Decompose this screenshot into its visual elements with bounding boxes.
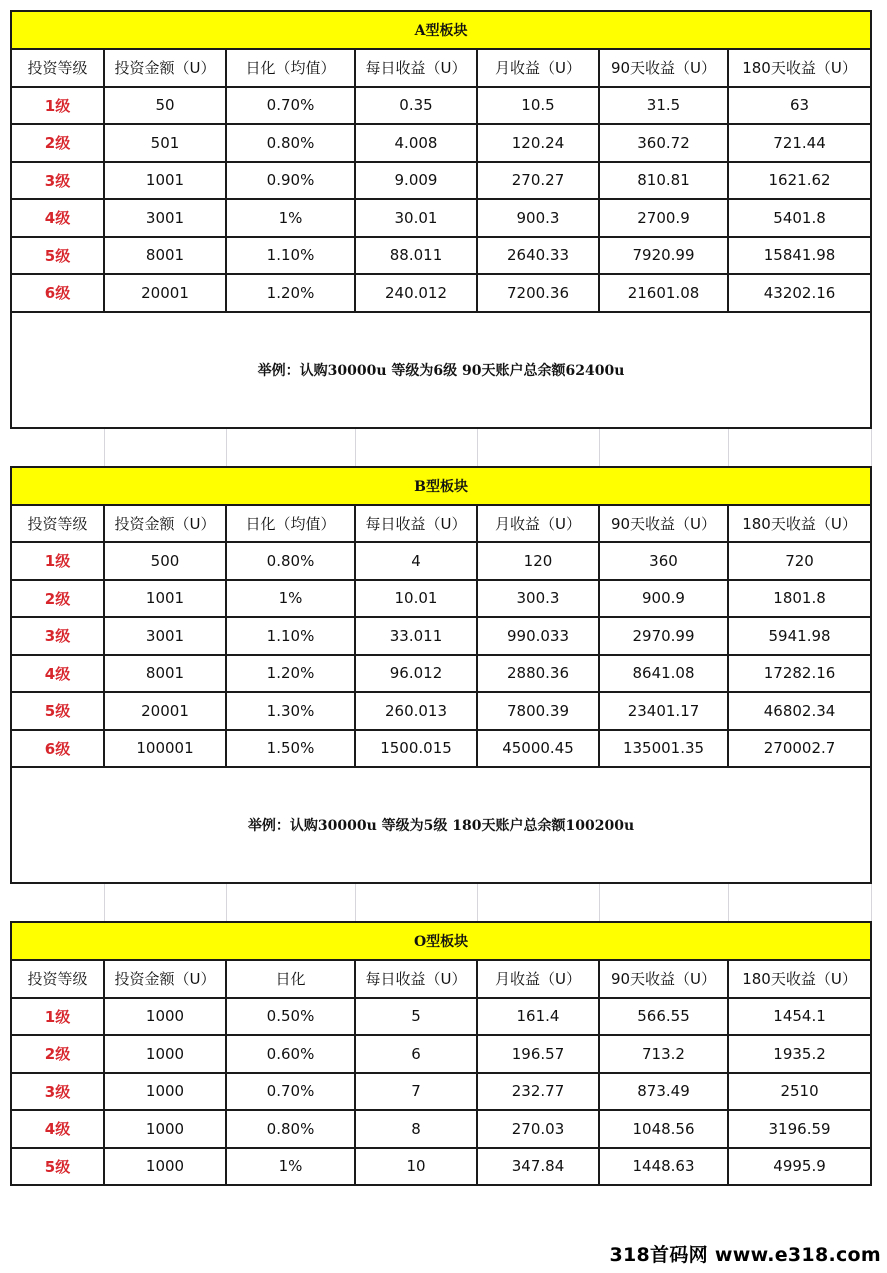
table-a-title: A型板块: [11, 11, 871, 49]
empty-cell: [599, 883, 728, 922]
rate-cell: 0.70%: [226, 1073, 355, 1111]
table-row: [11, 655, 871, 693]
level-cell: 2级: [11, 1035, 104, 1073]
empty-cell: [104, 883, 226, 922]
180day-cell: 63: [728, 87, 871, 125]
table-b-example-note: 举例：认购30000u 等级为5级 180天账户总余额100200u: [11, 767, 871, 883]
table-row: [11, 1035, 871, 1073]
table-row: [11, 692, 871, 730]
empty-cell: [599, 428, 728, 467]
daily-cell: 4: [355, 542, 477, 580]
daily-cell: 6: [355, 1035, 477, 1073]
table-b-title-row: [11, 467, 871, 505]
header-90day-income: 90天收益（U）: [599, 505, 728, 543]
table-row: [11, 237, 871, 275]
180day-cell: 721.44: [728, 124, 871, 162]
daily-cell: 260.013: [355, 692, 477, 730]
monthly-cell: 161.4: [477, 998, 599, 1036]
180day-cell: 1935.2: [728, 1035, 871, 1073]
rate-cell: 1.10%: [226, 237, 355, 275]
90day-cell: 2700.9: [599, 199, 728, 237]
daily-cell: 9.009: [355, 162, 477, 200]
monthly-cell: 300.3: [477, 580, 599, 618]
header-level: 投资等级: [11, 505, 104, 543]
empty-cell: [355, 883, 477, 922]
180day-cell: 5941.98: [728, 617, 871, 655]
level-cell: 1级: [11, 87, 104, 125]
header-90day-income: 90天收益（U）: [599, 49, 728, 87]
table-o-header-row: [11, 960, 871, 998]
90day-cell: 900.9: [599, 580, 728, 618]
table-row: [11, 1073, 871, 1111]
level-cell: 4级: [11, 655, 104, 693]
table-b-title: B型板块: [11, 467, 871, 505]
level-cell: 1级: [11, 998, 104, 1036]
amount-cell: 20001: [104, 274, 226, 312]
monthly-cell: 232.77: [477, 1073, 599, 1111]
rate-cell: 0.90%: [226, 162, 355, 200]
table-row: [11, 998, 871, 1036]
header-monthly-income: 月收益（U）: [477, 505, 599, 543]
level-cell: 2级: [11, 124, 104, 162]
level-cell: 4级: [11, 199, 104, 237]
level-cell: 6级: [11, 274, 104, 312]
level-cell: 5级: [11, 1148, 104, 1186]
rate-cell: 0.80%: [226, 1110, 355, 1148]
90day-cell: 566.55: [599, 998, 728, 1036]
monthly-cell: 990.033: [477, 617, 599, 655]
table-row: [11, 162, 871, 200]
rate-cell: 1.10%: [226, 617, 355, 655]
table-row: [11, 274, 871, 312]
empty-cell: [226, 883, 355, 922]
table-row: [11, 87, 871, 125]
table-o-title-row: [11, 922, 871, 960]
level-cell: 5级: [11, 692, 104, 730]
empty-cell: [728, 883, 871, 922]
daily-cell: 8: [355, 1110, 477, 1148]
180day-cell: 43202.16: [728, 274, 871, 312]
rate-cell: 1.30%: [226, 692, 355, 730]
daily-cell: 4.008: [355, 124, 477, 162]
daily-cell: 0.35: [355, 87, 477, 125]
table-o-title: O型板块: [11, 922, 871, 960]
amount-cell: 3001: [104, 199, 226, 237]
empty-cell: [11, 883, 104, 922]
180day-cell: 17282.16: [728, 655, 871, 693]
monthly-cell: 2880.36: [477, 655, 599, 693]
90day-cell: 713.2: [599, 1035, 728, 1073]
spacer-row: [11, 883, 871, 922]
table-row: [11, 199, 871, 237]
header-level: 投资等级: [11, 49, 104, 87]
monthly-cell: 10.5: [477, 87, 599, 125]
empty-cell: [11, 428, 104, 467]
90day-cell: 1048.56: [599, 1110, 728, 1148]
header-180day-income: 180天收益（U）: [728, 49, 871, 87]
90day-cell: 8641.08: [599, 655, 728, 693]
spacer-row: [11, 428, 871, 467]
header-monthly-income: 月收益（U）: [477, 49, 599, 87]
180day-cell: 1621.62: [728, 162, 871, 200]
monthly-cell: 7200.36: [477, 274, 599, 312]
rate-cell: 1%: [226, 580, 355, 618]
level-cell: 3级: [11, 617, 104, 655]
spreadsheet: [10, 10, 870, 1186]
daily-cell: 7: [355, 1073, 477, 1111]
rate-cell: 1%: [226, 199, 355, 237]
rate-cell: 1.50%: [226, 730, 355, 768]
amount-cell: 501: [104, 124, 226, 162]
header-daily-rate: 日化: [226, 960, 355, 998]
table-row: [11, 542, 871, 580]
amount-cell: 1001: [104, 580, 226, 618]
monthly-cell: 45000.45: [477, 730, 599, 768]
90day-cell: 7920.99: [599, 237, 728, 275]
180day-cell: 4995.9: [728, 1148, 871, 1186]
90day-cell: 810.81: [599, 162, 728, 200]
header-90day-income: 90天收益（U）: [599, 960, 728, 998]
monthly-cell: 270.03: [477, 1110, 599, 1148]
90day-cell: 31.5: [599, 87, 728, 125]
table-b-header-row: [11, 505, 871, 543]
table-a-note-row: [11, 312, 871, 428]
rate-cell: 0.70%: [226, 87, 355, 125]
daily-cell: 10.01: [355, 580, 477, 618]
header-level: 投资等级: [11, 960, 104, 998]
header-daily-rate: 日化（均值）: [226, 49, 355, 87]
level-cell: 2级: [11, 580, 104, 618]
empty-cell: [477, 428, 599, 467]
90day-cell: 21601.08: [599, 274, 728, 312]
daily-cell: 5: [355, 998, 477, 1036]
table-a-header-row: [11, 49, 871, 87]
header-monthly-income: 月收益（U）: [477, 960, 599, 998]
daily-cell: 1500.015: [355, 730, 477, 768]
90day-cell: 1448.63: [599, 1148, 728, 1186]
180day-cell: 270002.7: [728, 730, 871, 768]
monthly-cell: 2640.33: [477, 237, 599, 275]
180day-cell: 15841.98: [728, 237, 871, 275]
table-row: [11, 617, 871, 655]
empty-cell: [104, 428, 226, 467]
level-cell: 3级: [11, 162, 104, 200]
level-cell: 6级: [11, 730, 104, 768]
180day-cell: 46802.34: [728, 692, 871, 730]
monthly-cell: 347.84: [477, 1148, 599, 1186]
investment-table: [10, 10, 872, 1186]
rate-cell: 0.80%: [226, 542, 355, 580]
empty-cell: [355, 428, 477, 467]
header-amount: 投资金额（U）: [104, 49, 226, 87]
header-daily-income: 每日收益（U）: [355, 960, 477, 998]
180day-cell: 3196.59: [728, 1110, 871, 1148]
empty-cell: [226, 428, 355, 467]
level-cell: 4级: [11, 1110, 104, 1148]
90day-cell: 873.49: [599, 1073, 728, 1111]
level-cell: 5级: [11, 237, 104, 275]
180day-cell: 1801.8: [728, 580, 871, 618]
amount-cell: 1000: [104, 998, 226, 1036]
amount-cell: 8001: [104, 655, 226, 693]
daily-cell: 88.011: [355, 237, 477, 275]
180day-cell: 720: [728, 542, 871, 580]
table-row: [11, 1148, 871, 1186]
rate-cell: 1.20%: [226, 274, 355, 312]
90day-cell: 23401.17: [599, 692, 728, 730]
180day-cell: 2510: [728, 1073, 871, 1111]
rate-cell: 0.50%: [226, 998, 355, 1036]
amount-cell: 1001: [104, 162, 226, 200]
amount-cell: 1000: [104, 1035, 226, 1073]
header-daily-rate: 日化（均值）: [226, 505, 355, 543]
header-amount: 投资金额（U）: [104, 505, 226, 543]
watermark: 318首码网 www.e318.com: [609, 1244, 881, 1266]
rate-cell: 1%: [226, 1148, 355, 1186]
rate-cell: 0.80%: [226, 124, 355, 162]
amount-cell: 1000: [104, 1148, 226, 1186]
amount-cell: 8001: [104, 237, 226, 275]
monthly-cell: 120: [477, 542, 599, 580]
header-daily-income: 每日收益（U）: [355, 49, 477, 87]
rate-cell: 1.20%: [226, 655, 355, 693]
daily-cell: 96.012: [355, 655, 477, 693]
empty-cell: [728, 428, 871, 467]
monthly-cell: 120.24: [477, 124, 599, 162]
table-row: [11, 580, 871, 618]
amount-cell: 20001: [104, 692, 226, 730]
amount-cell: 100001: [104, 730, 226, 768]
amount-cell: 1000: [104, 1110, 226, 1148]
header-180day-income: 180天收益（U）: [728, 505, 871, 543]
amount-cell: 50: [104, 87, 226, 125]
90day-cell: 135001.35: [599, 730, 728, 768]
monthly-cell: 270.27: [477, 162, 599, 200]
daily-cell: 33.011: [355, 617, 477, 655]
table-a-title-row: [11, 11, 871, 49]
amount-cell: 1000: [104, 1073, 226, 1111]
table-row: [11, 1110, 871, 1148]
header-daily-income: 每日收益（U）: [355, 505, 477, 543]
level-cell: 1级: [11, 542, 104, 580]
empty-cell: [477, 883, 599, 922]
monthly-cell: 196.57: [477, 1035, 599, 1073]
180day-cell: 1454.1: [728, 998, 871, 1036]
90day-cell: 360.72: [599, 124, 728, 162]
monthly-cell: 7800.39: [477, 692, 599, 730]
amount-cell: 500: [104, 542, 226, 580]
amount-cell: 3001: [104, 617, 226, 655]
daily-cell: 240.012: [355, 274, 477, 312]
table-row: [11, 730, 871, 768]
180day-cell: 5401.8: [728, 199, 871, 237]
daily-cell: 30.01: [355, 199, 477, 237]
rate-cell: 0.60%: [226, 1035, 355, 1073]
90day-cell: 360: [599, 542, 728, 580]
90day-cell: 2970.99: [599, 617, 728, 655]
monthly-cell: 900.3: [477, 199, 599, 237]
table-row: [11, 124, 871, 162]
table-a-example-note: 举例：认购30000u 等级为6级 90天账户总余额62400u: [11, 312, 871, 428]
level-cell: 3级: [11, 1073, 104, 1111]
table-b-note-row: [11, 767, 871, 883]
header-amount: 投资金额（U）: [104, 960, 226, 998]
daily-cell: 10: [355, 1148, 477, 1186]
header-180day-income: 180天收益（U）: [728, 960, 871, 998]
